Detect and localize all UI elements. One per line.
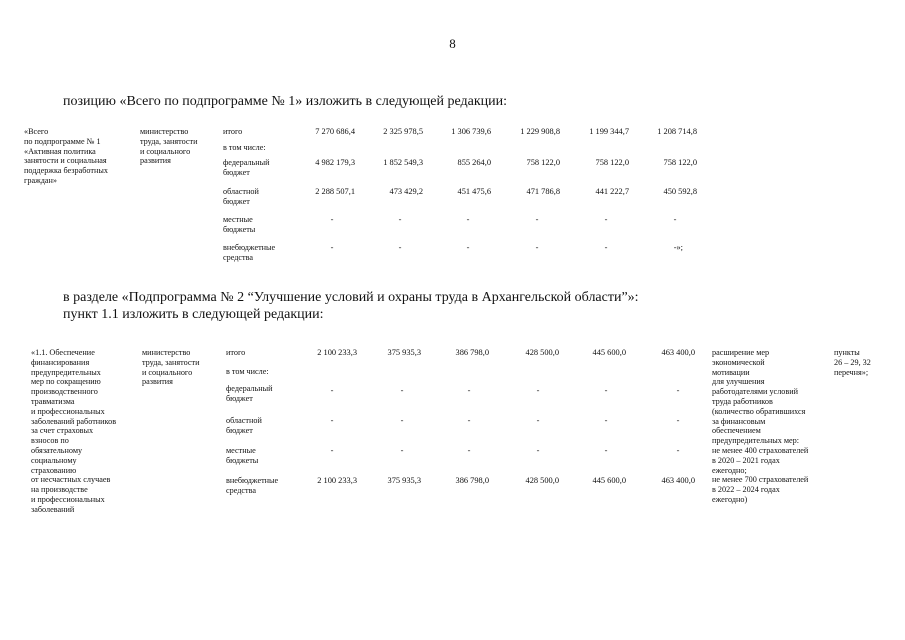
section1-heading: позицию «Всего по подпрограмме № 1» изложить в следующей редакции:: [63, 94, 508, 109]
s1-extrabudget-2024: -»;: [673, 243, 683, 252]
s1-extrabudget-2021: -: [466, 243, 470, 252]
s1-extrabudget-sum: -: [330, 243, 334, 252]
s2-local-2022: -: [536, 446, 540, 455]
s2-expected-result: расширение мер экономической мотивации для улучшения работодателями условий труда работников (количество обратившихся за финансовым обеспечением предупредительных мер: не менее 400 страхователей в 2020 – 2021 годах ежегодно; не менее 700 страхователей в 2022 – 2024 годах ежегодно): [712, 348, 809, 504]
s2-regional-2023: -: [604, 416, 608, 425]
s2-extrabudget-2020: 375 935,3: [387, 476, 421, 485]
s2-row-label-federal: федеральный бюджет: [226, 384, 273, 403]
s1-regional-2024: 450 592,8: [663, 187, 697, 196]
s2-regional-2021: -: [467, 416, 471, 425]
s1-row-label-local: местные бюджеты: [223, 215, 256, 234]
s1-row-label-federal: федеральный бюджет: [223, 158, 270, 177]
s1-local-2021: -: [466, 215, 470, 224]
s2-total-sum: 2 100 233,3: [317, 348, 357, 357]
s1-regional-2021: 451 475,6: [457, 187, 491, 196]
s1-program-name: «Всего по подпрограмме № 1 «Активная политика занятости и социальная поддержка безработных граждан»: [24, 127, 108, 185]
s1-regional-2020: 473 429,2: [389, 187, 423, 196]
s2-local-2023: -: [604, 446, 608, 455]
page-number: 8: [449, 36, 456, 51]
s2-local-2024: -: [676, 446, 680, 455]
section2-heading-line1: в разделе «Подпрограмма № 2 “Улучшение условий и охраны труда в Архангельской области”»:: [63, 290, 639, 305]
s1-federal-2020: 1 852 549,3: [383, 158, 423, 167]
s1-total-2022: 1 229 908,8: [520, 127, 560, 136]
s1-total-2024: 1 208 714,8: [657, 127, 697, 136]
s1-regional-sum: 2 288 507,1: [315, 187, 355, 196]
s2-total-2020: 375 935,3: [387, 348, 421, 357]
s2-row-label-including: в том числе:: [226, 367, 269, 376]
s1-row-label-regional: областной бюджет: [223, 187, 259, 206]
s2-regional-2020: -: [400, 416, 404, 425]
s2-row-label-local: местные бюджеты: [226, 446, 259, 465]
s1-federal-2022: 758 122,0: [526, 158, 560, 167]
s2-federal-2024: -: [676, 386, 680, 395]
s1-local-2023: -: [604, 215, 608, 224]
s1-total-sum: 7 270 686,4: [315, 127, 355, 136]
s1-row-label-total: итого: [223, 127, 243, 136]
s1-executor: министерство труда, занятости и социального развития: [140, 127, 198, 166]
s2-regional-2024: -: [676, 416, 680, 425]
s2-federal-2022: -: [536, 386, 540, 395]
s2-executor: министерство труда, занятости и социального развития: [142, 348, 200, 387]
s2-local-2020: -: [400, 446, 404, 455]
s2-total-2022: 428 500,0: [525, 348, 559, 357]
s2-federal-sum: -: [330, 386, 334, 395]
s1-local-2024: -: [673, 215, 677, 224]
s1-extrabudget-2023: -: [604, 243, 608, 252]
s2-extrabudget-2024: 463 400,0: [661, 476, 695, 485]
s2-total-2024: 463 400,0: [661, 348, 695, 357]
s1-federal-2023: 758 122,0: [595, 158, 629, 167]
s2-extrabudget-sum: 2 100 233,3: [317, 476, 357, 485]
s2-row-label-regional: областной бюджет: [226, 416, 262, 435]
s1-extrabudget-2020: -: [398, 243, 402, 252]
s2-federal-2023: -: [604, 386, 608, 395]
s2-regional-2022: -: [536, 416, 540, 425]
s2-reference: пункты 26 – 29, 32 перечня»;: [834, 348, 871, 377]
s2-extrabudget-2021: 386 798,0: [455, 476, 489, 485]
s2-extrabudget-2023: 445 600,0: [592, 476, 626, 485]
s2-local-sum: -: [330, 446, 334, 455]
s1-regional-2022: 471 786,8: [526, 187, 560, 196]
s2-row-label-extrabudget: внебюджетные средства: [226, 476, 279, 495]
s1-total-2023: 1 199 344,7: [589, 127, 629, 136]
s1-local-2022: -: [535, 215, 539, 224]
s1-local-sum: -: [330, 215, 334, 224]
section2-heading-line2: пункт 1.1 изложить в следующей редакции:: [63, 307, 324, 322]
s1-regional-2023: 441 222,7: [595, 187, 629, 196]
s2-measure-name: «1.1. Обеспечение финансирования предупредительных мер по сокращению производственного травматизма и профессиональных заболеваний работников за счет страховых взносов по обязательному социальному страхованию от несчастных случаев на производстве и профессиональных заболеваний: [31, 348, 117, 514]
s2-regional-sum: -: [330, 416, 334, 425]
s1-federal-2024: 758 122,0: [663, 158, 697, 167]
s2-total-2021: 386 798,0: [455, 348, 489, 357]
s2-federal-2021: -: [467, 386, 471, 395]
s2-total-2023: 445 600,0: [592, 348, 626, 357]
s2-local-2021: -: [467, 446, 471, 455]
s1-federal-sum: 4 982 179,3: [315, 158, 355, 167]
s1-total-2020: 2 325 978,5: [383, 127, 423, 136]
s1-federal-2021: 855 264,0: [457, 158, 491, 167]
s1-extrabudget-2022: -: [535, 243, 539, 252]
s1-local-2020: -: [398, 215, 402, 224]
s2-row-label-total: итого: [226, 348, 246, 357]
s1-row-label-extrabudget: внебюджетные средства: [223, 243, 276, 262]
s1-total-2021: 1 306 739,6: [451, 127, 491, 136]
s2-federal-2020: -: [400, 386, 404, 395]
s1-row-label-including: в том числе:: [223, 143, 266, 152]
s2-extrabudget-2022: 428 500,0: [525, 476, 559, 485]
